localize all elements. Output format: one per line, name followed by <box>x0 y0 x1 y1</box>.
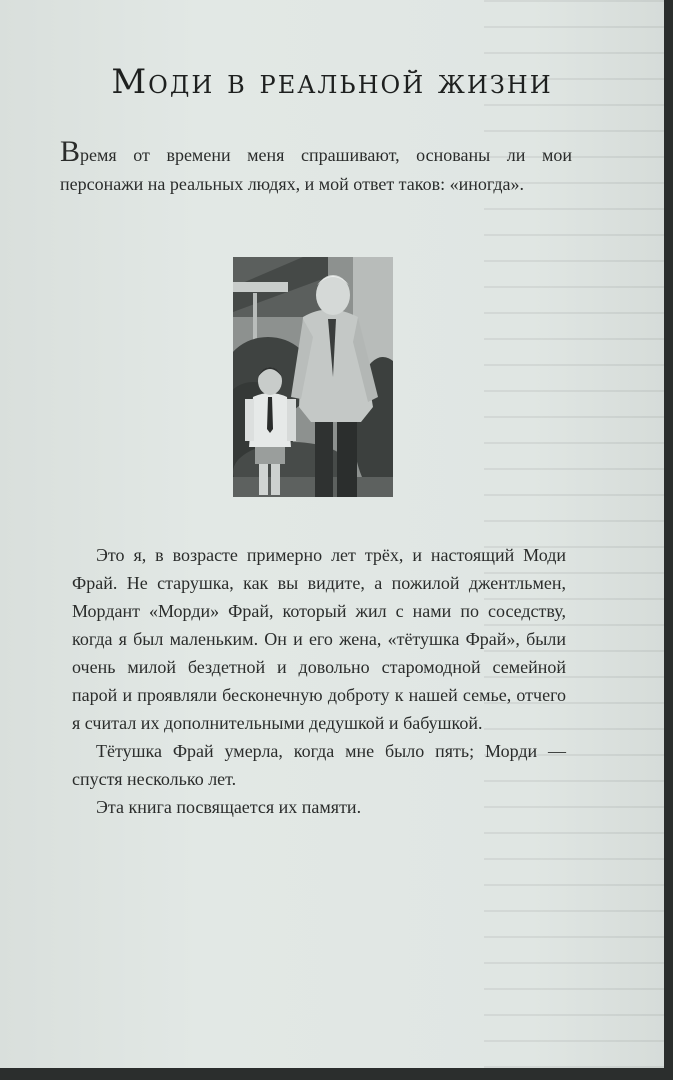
paragraph-1: Это я, в возрасте примерно лет трёх, и настоящий Моди Фрай. Не старушка, как вы видите, а пожилой джентльмен, Мордант «Морди» Фрай, который жил с нами по соседству, когда я был маленьким. Он и его жена, «тётушка Фрай», были очень милой бездетной и довольно старомодной семейной парой и проявляли бесконечную доброту к нашей семье, отчего я считал их дополнительными дедушкой и бабушкой. <box>72 545 566 733</box>
drop-cap-letter: В <box>60 135 81 168</box>
family-photo <box>233 257 393 497</box>
body-text <box>72 541 566 821</box>
paragraph-2: Тётушка Фрай умерла, когда мне было пять; Морди — спустя несколько лет. <box>72 741 566 789</box>
intro-text: ремя от времени меня спрашивают, основаны ли мои персонажи на реальных людях, и мой ответ таков: «иногда». <box>60 145 572 194</box>
intro-paragraph <box>60 135 572 199</box>
chapter-title: Моди в реальной жизни <box>111 62 553 102</box>
paragraph-3: Эта книга посвящается их памяти. <box>96 797 362 817</box>
